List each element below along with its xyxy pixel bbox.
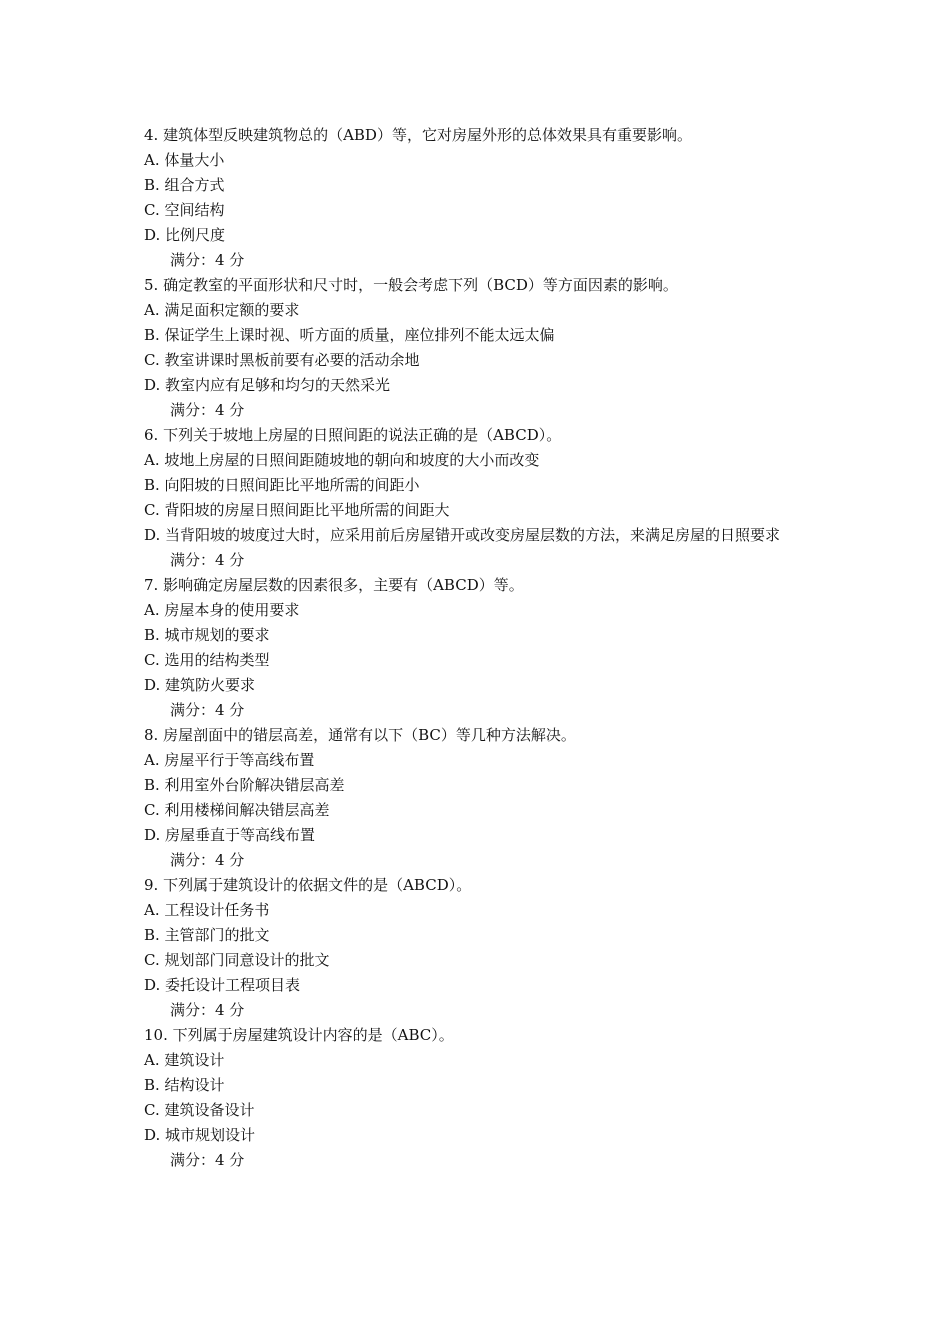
- score-line: 满分：4 分: [170, 851, 245, 869]
- question-stem: 8. 房屋剖面中的错层高差，通常有以下（BC）等几种方法解决。: [144, 726, 576, 744]
- option-c: C. 规划部门同意设计的批文: [144, 951, 330, 969]
- question-stem: 4. 建筑体型反映建筑物总的（ABD）等，它对房屋外形的总体效果具有重要影响。: [144, 126, 692, 144]
- option-d: D. 比例尺度: [144, 226, 226, 244]
- question-9: [144, 873, 814, 1023]
- option-b: B. 保证学生上课时视、听方面的质量，座位排列不能太远太偏: [144, 326, 555, 344]
- option-a: A. 满足面积定额的要求: [144, 301, 300, 319]
- question-10: [144, 1023, 814, 1173]
- score-line: 满分：4 分: [170, 701, 245, 719]
- option-a: A. 房屋平行于等高线布置: [144, 751, 315, 769]
- document-page: [144, 123, 814, 1173]
- option-a: A. 房屋本身的使用要求: [144, 601, 300, 619]
- option-a: A. 坡地上房屋的日照间距随坡地的朝向和坡度的大小而改变: [144, 451, 540, 469]
- option-a: A. 工程设计任务书: [144, 901, 270, 919]
- option-d: D. 委托设计工程项目表: [144, 976, 301, 994]
- option-a: A. 体量大小: [144, 151, 225, 169]
- question-stem: 9. 下列属于建筑设计的依据文件的是（ABCD）。: [144, 876, 472, 894]
- option-b: B. 结构设计: [144, 1076, 225, 1094]
- question-4: [144, 123, 814, 273]
- option-b: B. 主管部门的批文: [144, 926, 270, 944]
- option-d: D. 教室内应有足够和均匀的天然采光: [144, 376, 391, 394]
- option-b: B. 组合方式: [144, 176, 225, 194]
- score-line: 满分：4 分: [170, 401, 245, 419]
- option-c: C. 利用楼梯间解决错层高差: [144, 801, 330, 819]
- option-b: B. 城市规划的要求: [144, 626, 270, 644]
- option-d: D. 房屋垂直于等高线布置: [144, 826, 316, 844]
- question-5: [144, 273, 814, 423]
- option-d: D. 城市规划设计: [144, 1126, 256, 1144]
- option-a: A. 建筑设计: [144, 1051, 225, 1069]
- question-stem: 5. 确定教室的平面形状和尺寸时，一般会考虑下列（BCD）等方面因素的影响。: [144, 276, 678, 294]
- option-c: C. 教室讲课时黑板前要有必要的活动余地: [144, 351, 420, 369]
- score-line: 满分：4 分: [170, 1001, 245, 1019]
- option-b: B. 利用室外台阶解决错层高差: [144, 776, 345, 794]
- option-d: D. 当背阳坡的坡度过大时，应采用前后房屋错开或改变房屋层数的方法，来满足房屋的日照要求: [144, 526, 781, 544]
- option-c: C. 建筑设备设计: [144, 1101, 255, 1119]
- score-line: 满分：4 分: [170, 1151, 245, 1169]
- option-b: B. 向阳坡的日照间距比平地所需的间距小: [144, 476, 420, 494]
- question-6: [144, 423, 814, 573]
- option-c: C. 选用的结构类型: [144, 651, 270, 669]
- option-d: D. 建筑防火要求: [144, 676, 256, 694]
- question-8: [144, 723, 814, 873]
- question-stem: 10. 下列属于房屋建筑设计内容的是（ABC）。: [144, 1026, 454, 1044]
- question-7: [144, 573, 814, 723]
- question-stem: 7. 影响确定房屋层数的因素很多，主要有（ABCD）等。: [144, 576, 524, 594]
- score-line: 满分：4 分: [170, 551, 245, 569]
- score-line: 满分：4 分: [170, 251, 245, 269]
- option-c: C. 空间结构: [144, 201, 225, 219]
- question-stem: 6. 下列关于坡地上房屋的日照间距的说法正确的是（ABCD）。: [144, 426, 562, 444]
- option-c: C. 背阳坡的房屋日照间距比平地所需的间距大: [144, 501, 450, 519]
